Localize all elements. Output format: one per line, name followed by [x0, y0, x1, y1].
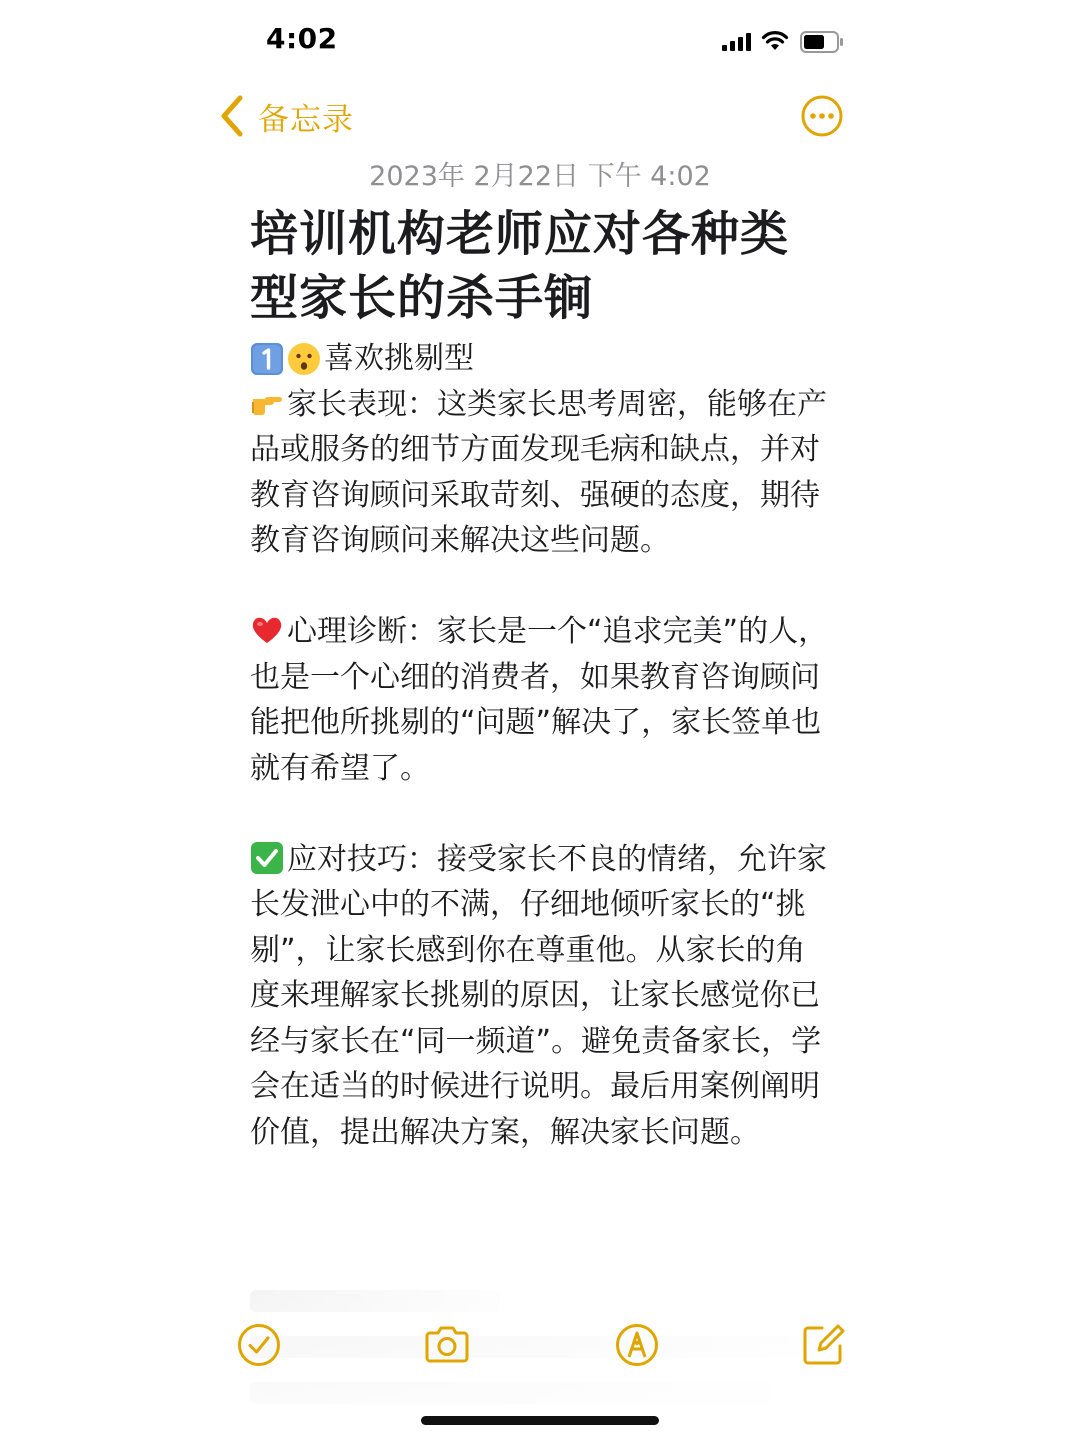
paragraph-text: 应对技巧：接受家长不良的情绪，允许家长发泄心中的不满，仔细地倾听家长的“挑剔”，让家长感到你在尊重他。从家长的角度来理解家长挑剔的原因，让家长感觉你已经与家长在“同一频道”。避免责备家长，学会在适当的时候进行说明。最后用案例阐明价值，提出解决方案，解决家长问题。 — [250, 841, 827, 1150]
paragraph-psychology — [250, 609, 830, 791]
section-heading — [250, 336, 830, 382]
note-title[interactable]: 培训机构老师应对各种类型家长的杀手锏 — [250, 206, 790, 326]
wifi-icon — [760, 30, 790, 52]
status-bar — [0, 0, 1080, 84]
paragraph-text: 心理诊断：家长是一个“追求完美”的人，也是一个心细的消费者，如果教育咨询顾问能把他所挑剔的“问题”解决了，家长签单也就有希望了。 — [250, 614, 829, 786]
check-mark-button-emoji — [250, 841, 284, 875]
home-indicator[interactable] — [421, 1416, 659, 1425]
cellular-signal-icon — [722, 32, 754, 52]
status-time: 4:02 — [266, 22, 338, 55]
note-date: 2023年 2月22日 下午 4:02 — [369, 161, 711, 192]
keycap-1-emoji — [250, 342, 284, 376]
checklist-icon[interactable] — [236, 1322, 282, 1368]
ellipsis-circle-icon[interactable] — [800, 94, 844, 138]
blank-line — [250, 564, 830, 610]
back-label: 备忘录 — [258, 101, 354, 138]
chevron-left-icon — [218, 94, 248, 138]
section-heading-text: 喜欢挑剔型 — [324, 341, 474, 376]
blank-line — [250, 791, 830, 837]
compose-icon[interactable] — [800, 1322, 846, 1368]
red-heart-emoji — [250, 613, 284, 647]
pointing-hand-emoji — [250, 386, 284, 420]
back-button[interactable] — [218, 92, 354, 140]
camera-icon[interactable] — [423, 1322, 471, 1368]
markup-pen-icon[interactable] — [614, 1322, 660, 1368]
hushed-face-emoji — [287, 342, 321, 376]
paragraph-text: 家长表现：这类家长思考周密，能够在产品或服务的细节方面发现毛病和缺点，并对教育咨询顾问采取苛刻、强硬的态度，期待教育咨询顾问来解决这些问题。 — [250, 386, 827, 558]
paragraph-tips — [250, 837, 830, 1156]
battery-icon — [800, 31, 844, 53]
note-body[interactable] — [250, 336, 830, 1155]
paragraph-parent-behavior — [250, 382, 830, 564]
